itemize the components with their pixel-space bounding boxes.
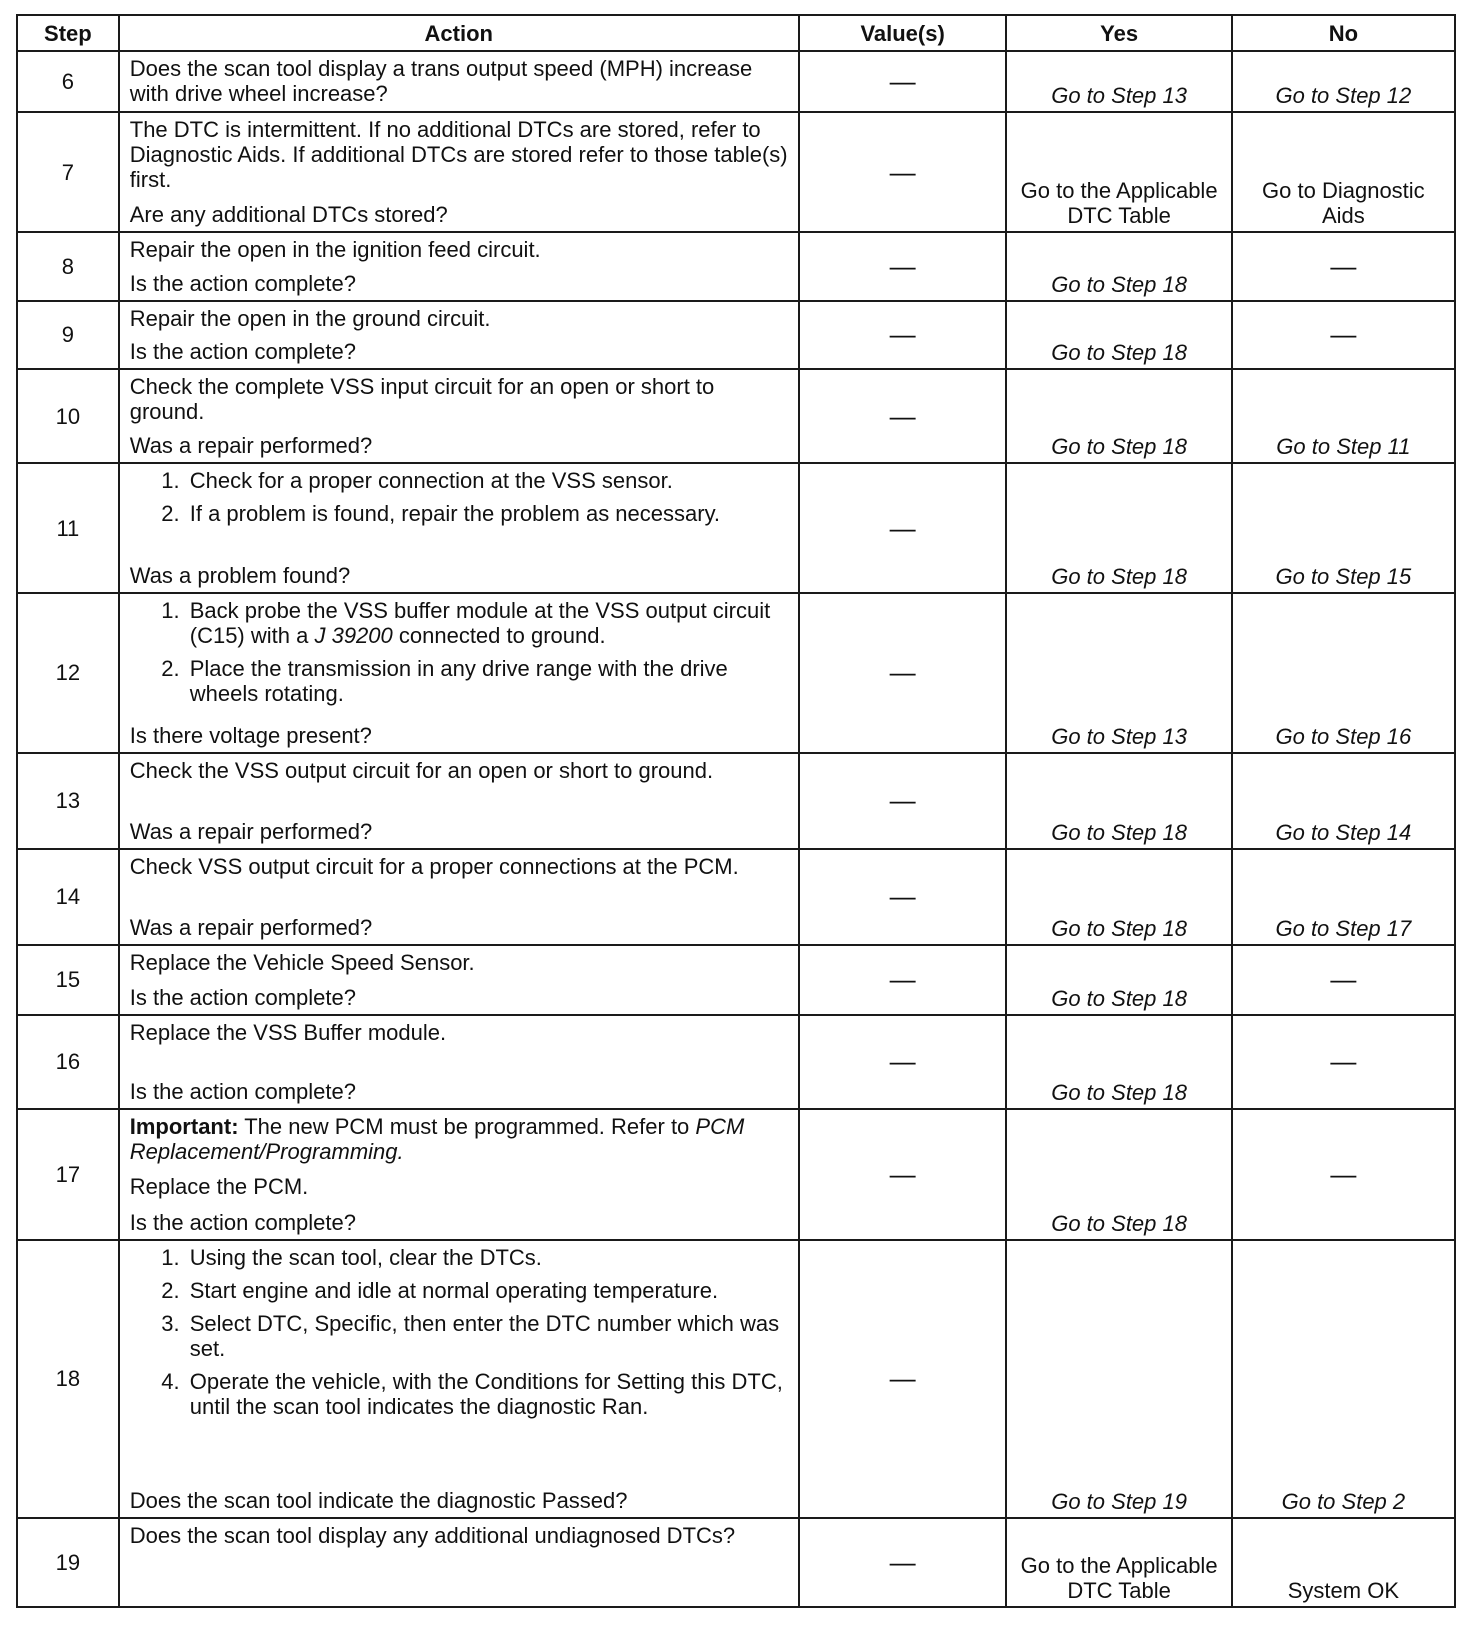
step-number: 19 [17,1518,119,1607]
yes-cell: Go to Step 13 [1006,51,1231,112]
table-row [17,112,1455,232]
no-cell: — [1232,232,1455,301]
action-step-item: 2. Place the transmission in any drive range with the drive wheels rotating. [186,656,788,706]
no-cell: Go to Step 12 [1232,51,1455,112]
value-cell: — [799,463,1007,593]
diagnostic-table [16,14,1456,1608]
action-step-item: 1. Using the scan tool, clear the DTCs. [186,1245,788,1270]
value-cell: — [799,1240,1007,1518]
table-row [17,1109,1455,1240]
step-number: 13 [17,753,119,849]
yes-cell: Go to the Applicable DTC Table [1006,1518,1231,1607]
table-row [17,369,1455,463]
action-text: Does the scan tool display a trans output speed (MPH) increase with drive wheel increase? [129,56,753,106]
action-cell [119,1015,799,1109]
table-row [17,1518,1455,1607]
table-row [17,849,1455,945]
action-step-item [186,598,788,648]
step-number: 12 [17,593,119,753]
action-step-item: 4. Operate the vehicle, with the Conditions for Setting this DTC, until the scan tool indicates the diagnostic Ran. [186,1369,788,1419]
yes-cell: Go to Step 18 [1006,849,1231,945]
value-cell: — [799,232,1007,301]
value-cell: — [799,945,1007,1015]
table-row [17,1240,1455,1518]
important-text: The new PCM must be programmed. Refer to [238,1113,696,1139]
yes-cell: Go to Step 18 [1006,753,1231,849]
action-question: Is the action complete? [129,1209,356,1235]
step-number: 14 [17,849,119,945]
step-number: 10 [17,369,119,463]
action-step-item: 3. Select DTC, Specific, then enter the DTC number which was set. [186,1311,788,1361]
no-cell: — [1232,945,1455,1015]
important-note [130,1114,788,1164]
step-number: 18 [17,1240,119,1518]
yes-cell: Go to Step 18 [1006,232,1231,301]
action-cell [119,232,799,301]
yes-cell: Go to Step 18 [1006,463,1231,593]
action-question: Was a repair performed? [129,915,373,941]
yes-cell: Go to Step 18 [1006,1015,1231,1109]
action-cell [119,112,799,232]
action-text: Replace the Vehicle Speed Sensor. [129,950,475,976]
no-cell: — [1232,1109,1455,1240]
value-cell: — [799,593,1007,753]
action-question: Was a repair performed? [129,433,373,459]
step-number: 8 [17,232,119,301]
table-row [17,51,1455,112]
action-step-item: 1. Check for a proper connection at the VSS sensor. [186,468,788,493]
action-question: Is the action complete? [129,1078,356,1104]
action-cell [119,1240,799,1518]
action-text: Check the VSS output circuit for an open or short to ground. [129,757,714,783]
yes-cell: Go to the Applicable DTC Table [1006,112,1231,232]
no-cell: Go to Step 17 [1232,849,1455,945]
no-cell: — [1232,1015,1455,1109]
action-cell [119,1109,799,1240]
value-cell: — [799,753,1007,849]
yes-cell: Go to Step 18 [1006,369,1231,463]
action-cell [119,753,799,849]
action-text: Check VSS output circuit for a proper connections at the PCM. [129,853,739,879]
action-cell [119,301,799,370]
yes-cell: Go to Step 18 [1006,945,1231,1015]
action-question: Is there voltage present? [129,722,372,748]
action-text: Does the scan tool display any additional undiagnosed DTCs? [129,1522,736,1548]
step-text: Back probe the VSS buffer module at the VSS output circuit (C15) with a [189,598,771,649]
action-text: Repair the open in the ground circuit. [129,305,491,331]
action-text: Repair the open in the ignition feed circuit. [129,237,541,263]
no-cell: Go to Step 16 [1232,593,1455,753]
no-cell: Go to Diagnostic Aids [1232,112,1455,232]
step-number: 6 [17,51,119,112]
yes-cell: Go to Step 18 [1006,301,1231,370]
value-cell: — [799,301,1007,370]
action-text: Replace the PCM. [129,1174,309,1200]
header-yes: Yes [1006,15,1231,51]
table-row [17,1015,1455,1109]
header-values: Value(s) [799,15,1007,51]
action-cell [119,849,799,945]
step-number: 16 [17,1015,119,1109]
action-steps [130,1245,788,1425]
action-cell [119,51,799,112]
no-cell: — [1232,301,1455,370]
step-number: 11 [17,463,119,593]
no-cell: System OK [1232,1518,1455,1607]
step-text: connected to ground. [392,623,606,649]
table-row [17,301,1455,370]
action-question: Is the action complete? [129,339,356,365]
yes-cell: Go to Step 13 [1006,593,1231,753]
action-cell [119,1518,799,1607]
header-action: Action [119,15,799,51]
step-number: 7 [17,112,119,232]
action-question: Are any additional DTCs stored? [129,202,448,228]
step-number: 9 [17,301,119,370]
action-step-item: 2. Start engine and idle at normal operating temperature. [186,1278,788,1303]
value-cell: — [799,1015,1007,1109]
no-cell: Go to Step 15 [1232,463,1455,593]
action-cell [119,369,799,463]
important-label: Important: [129,1113,239,1139]
action-steps [130,468,788,532]
table-row [17,232,1455,301]
table-row [17,945,1455,1015]
value-cell: — [799,51,1007,112]
action-question: Does the scan tool indicate the diagnostic Passed? [129,1487,628,1513]
action-text: The DTC is intermittent. If no additional DTCs are stored, refer to Diagnostic Aids. If additional DTCs are stored refer to those table(s) first. [129,117,788,193]
value-cell: — [799,112,1007,232]
table-row [17,463,1455,593]
tool-reference: J 39200 [314,623,393,649]
no-cell: Go to Step 14 [1232,753,1455,849]
action-cell [119,945,799,1015]
value-cell: — [799,369,1007,463]
action-question: Was a repair performed? [129,818,373,844]
step-number: 17 [17,1109,119,1240]
yes-cell: Go to Step 19 [1006,1240,1231,1518]
value-cell: — [799,1109,1007,1240]
no-cell: Go to Step 2 [1232,1240,1455,1518]
action-cell [119,463,799,593]
yes-cell: Go to Step 18 [1006,1109,1231,1240]
value-cell: — [799,849,1007,945]
action-text: Check the complete VSS input circuit for an open or short to ground. [129,374,715,425]
value-cell: — [799,1518,1007,1607]
action-steps [130,598,788,712]
table-row [17,753,1455,849]
action-question: Was a problem found? [129,563,351,589]
action-step-item: 2. If a problem is found, repair the problem as necessary. [186,501,788,526]
table-row [17,593,1455,753]
action-question: Is the action complete? [129,270,356,296]
no-cell: Go to Step 11 [1232,369,1455,463]
action-text: Replace the VSS Buffer module. [129,1019,447,1045]
header-no: No [1232,15,1455,51]
step-number: 15 [17,945,119,1015]
header-row [17,15,1455,51]
header-step: Step [17,15,119,51]
action-question: Is the action complete? [129,984,356,1010]
important-reference: PCM Replacement/Programming. [129,1113,745,1164]
action-cell [119,593,799,753]
